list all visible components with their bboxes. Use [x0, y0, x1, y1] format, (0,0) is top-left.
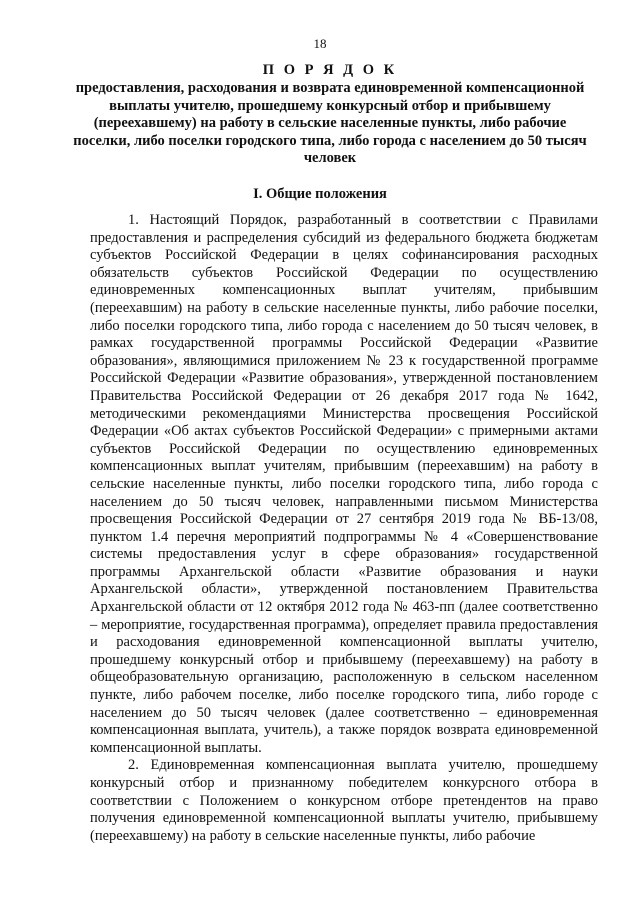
- document-title-block: [70, 60, 590, 168]
- page-number: 18: [313, 36, 327, 51]
- paragraph-1: 1. Настоящий Порядок, разработанный в соответствии с Правилами предоставления и распределения субсидий из федерального бюджета бюджетам субъектов Российской Федерации в целях софинансирования расходных обязательств субъектов Российской Федерации по осуществлению единовременных компенсационных выплат учителям, прибывшим (переехавшим) на работу в сельские населенные пункты, либо рабочие поселки, либо поселки городского типа, либо города с населением до 50 тысяч человек, в рамках государственной программы Российской Федерации «Развитие образования», являющимися приложением № 23 к государственной программе Российской Федерации «Развитие образования», утвержденной постановлением Правительства Российской Федерации от 26 декабря 2017 года № 1642, методическими рекомендациями Министерства просвещения Российской Федерации «Об актах субъектов Российской Федерации» с примерными актами субъектов Российской Федерации по осуществлению единовременных компенсационных выплат учителям, прибывшим (переехавшим) на работу в сельские населенные пункты, либо поселки городского типа, либо города с населением до 50 тысяч человек, направленными письмом Министерства просвещения Российской Федерации от 27 сентября 2019 года № ВБ-13/08, пунктом 1.4 перечня мероприятий подпрограммы № 4 «Совершенствование системы предоставления услуг в сфере образования» государственной программы Архангельской области «Развитие образования и науки Архангельской области», утвержденной постановлением Правительства Архангельской области от 12 октября 2012 года № 463-пп (далее соответственно – мероприятие, государственная программа), определяет правила предоставления и расходования единовременной компенсационной выплаты учителю, прошедшему конкурсный отбор и прибывшему (переехавшему) на работу в общеобразовательную организацию, расположенную в сельском населенном пункте, либо рабочем поселке, либо поселке городского типа, либо городе с населением до 50 тысяч человек (далее соответственно – единовременная компенсационная выплата, учитель), а также порядок возврата единовременной компенсационной выплаты.: [90, 212, 598, 756]
- document-title: П О Р Я Д О К: [262, 62, 398, 78]
- section-heading: I. Общие положения: [253, 186, 387, 202]
- document-subtitle: предоставления, расходования и возврата единовременной компенсационной выплаты учителю, прошедшему конкурсный отбор и прибывшему (переехавшему) на работу в сельские населенные пункты, либо рабочие поселки, либо поселки городского типа, либо города с населением до 50 тысяч человек: [73, 80, 587, 167]
- paragraph-2: 2. Единовременная компенсационная выплата учителю, прошедшему конкурсный отбор и признанному победителем конкурсного отбора в соответствии с Положением о конкурсном отборе претендентов на право получения единовременной компенсационной выплаты учителю, прибывшему (переехавшему) на работу в сельские населенные пункты, либо рабочие: [90, 757, 598, 844]
- body-text: [90, 212, 598, 845]
